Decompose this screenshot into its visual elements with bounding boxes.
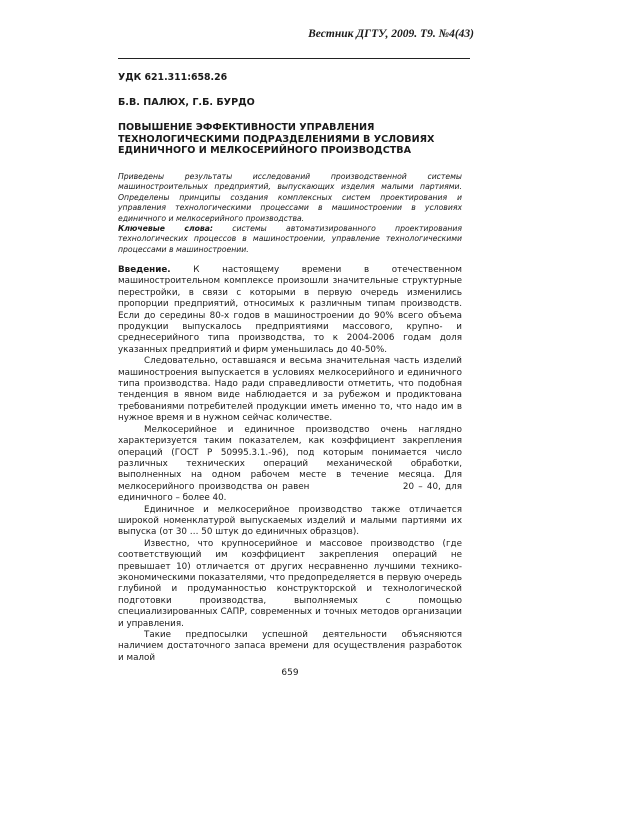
udc-code: УДК 621.311:658.26 [118,72,228,83]
abstract-text: Приведены результаты исследований производственной системы машиностроительных предприятий, выпускающих изделия малыми партиями. Определены принципы создания комплексных систем проектирования и управления технологическими процессами в машиностроении в условиях единичного и мелкосерийного производства. [118,172,462,223]
journal-header: Вестник ДГТУ, 2009. Т9. №4(43) [308,28,474,40]
abstract [118,172,462,255]
title-line: ТЕХНОЛОГИЧЕСКИМИ ПОДРАЗДЕЛЕНИЯМИ В УСЛОВИЯХ [118,133,435,145]
page-number: 659 [281,668,299,678]
authors: Б.В. ПАЛЮХ, Г.Б. БУРДО [118,97,255,108]
paragraph: Известно, что крупносерийное и массовое производство (где соответствующий им коэффициент закрепления операций не превышает 10) отличается от других несравненно лучшими технико-экономическими показателями, что предопределяется в первую очередь глубиной и продуманностью конструкторской и технологической подготовки производства, выполняемых с помощью специализированных САПР, современных и точных методов организации и управления. [118,538,462,629]
article-title [118,122,448,157]
paragraph: Мелкосерийное и единичное производство очень наглядно характеризуется таким показателем, как коэффициент закрепления операций (ГОСТ Р 50995.3.1.-96), под которым понимается число различных технических операций механической обработки, выполненных на одном рабочем месте в течение месяца. Для мелкосерийного производства он равен 20 – 40, для единичного – более 40. [118,424,465,504]
title-line: ЕДИНИЧНОГО И МЕЛКОСЕРИЙНОГО ПРОИЗВОДСТВА [118,145,412,157]
keywords [118,224,462,255]
paragraph: Следовательно, оставшаяся и весьма значительная часть изделий машиностроения выпускается в условиях мелкосерийного и единичного типа производства. Надо ради справедливости отметить, что подобная тенденция в явном виде наблюдается и за рубежом и продиктована требованиями потребителей продукции иметь именно то, что надо им в нужное время и в нужном сейчас количестве. [118,356,462,424]
paragraph: Единичное и мелкосерийное производство также отличается широкой номенклатурой выпускаемых изделий и малыми партиями их выпуска (от 30 … 50 штук до единичных образцов). [118,504,462,538]
header-rule [118,58,470,59]
title-line: ПОВЫШЕНИЕ ЭФФЕКТИВНОСТИ УПРАВЛЕНИЯ [118,122,375,133]
article-body [118,265,465,664]
keywords-label: Ключевые слова: [118,224,213,234]
paragraph: Такие предпосылки успешной деятельности объясняются наличием достаточного запаса времени для осуществления разработок и малой [118,630,462,663]
keywords-text: системы автоматизированного проектирования технологических процессов в машиностроении, управление технологическими процессами в машиностроении. [118,224,462,254]
intro-label: Введение. [118,265,171,275]
intro-text: К настоящему времени в отечественном машиностроительном комплексе произошли значительные структурные перестройки, в связи с которыми в первую очередь изменились пропорции предприятий, относимых к различным типам производств. Если до середины 80-х годов в машиностроении до 90% всего объема продукции выпускалось предприятиями массового, крупно- и среднесерийного типа производства, то к 2004-2006 годам доля указанных предприятий и фирм уменьшилась до 40-50%. [118,265,462,355]
paragraph-intro [118,265,462,356]
